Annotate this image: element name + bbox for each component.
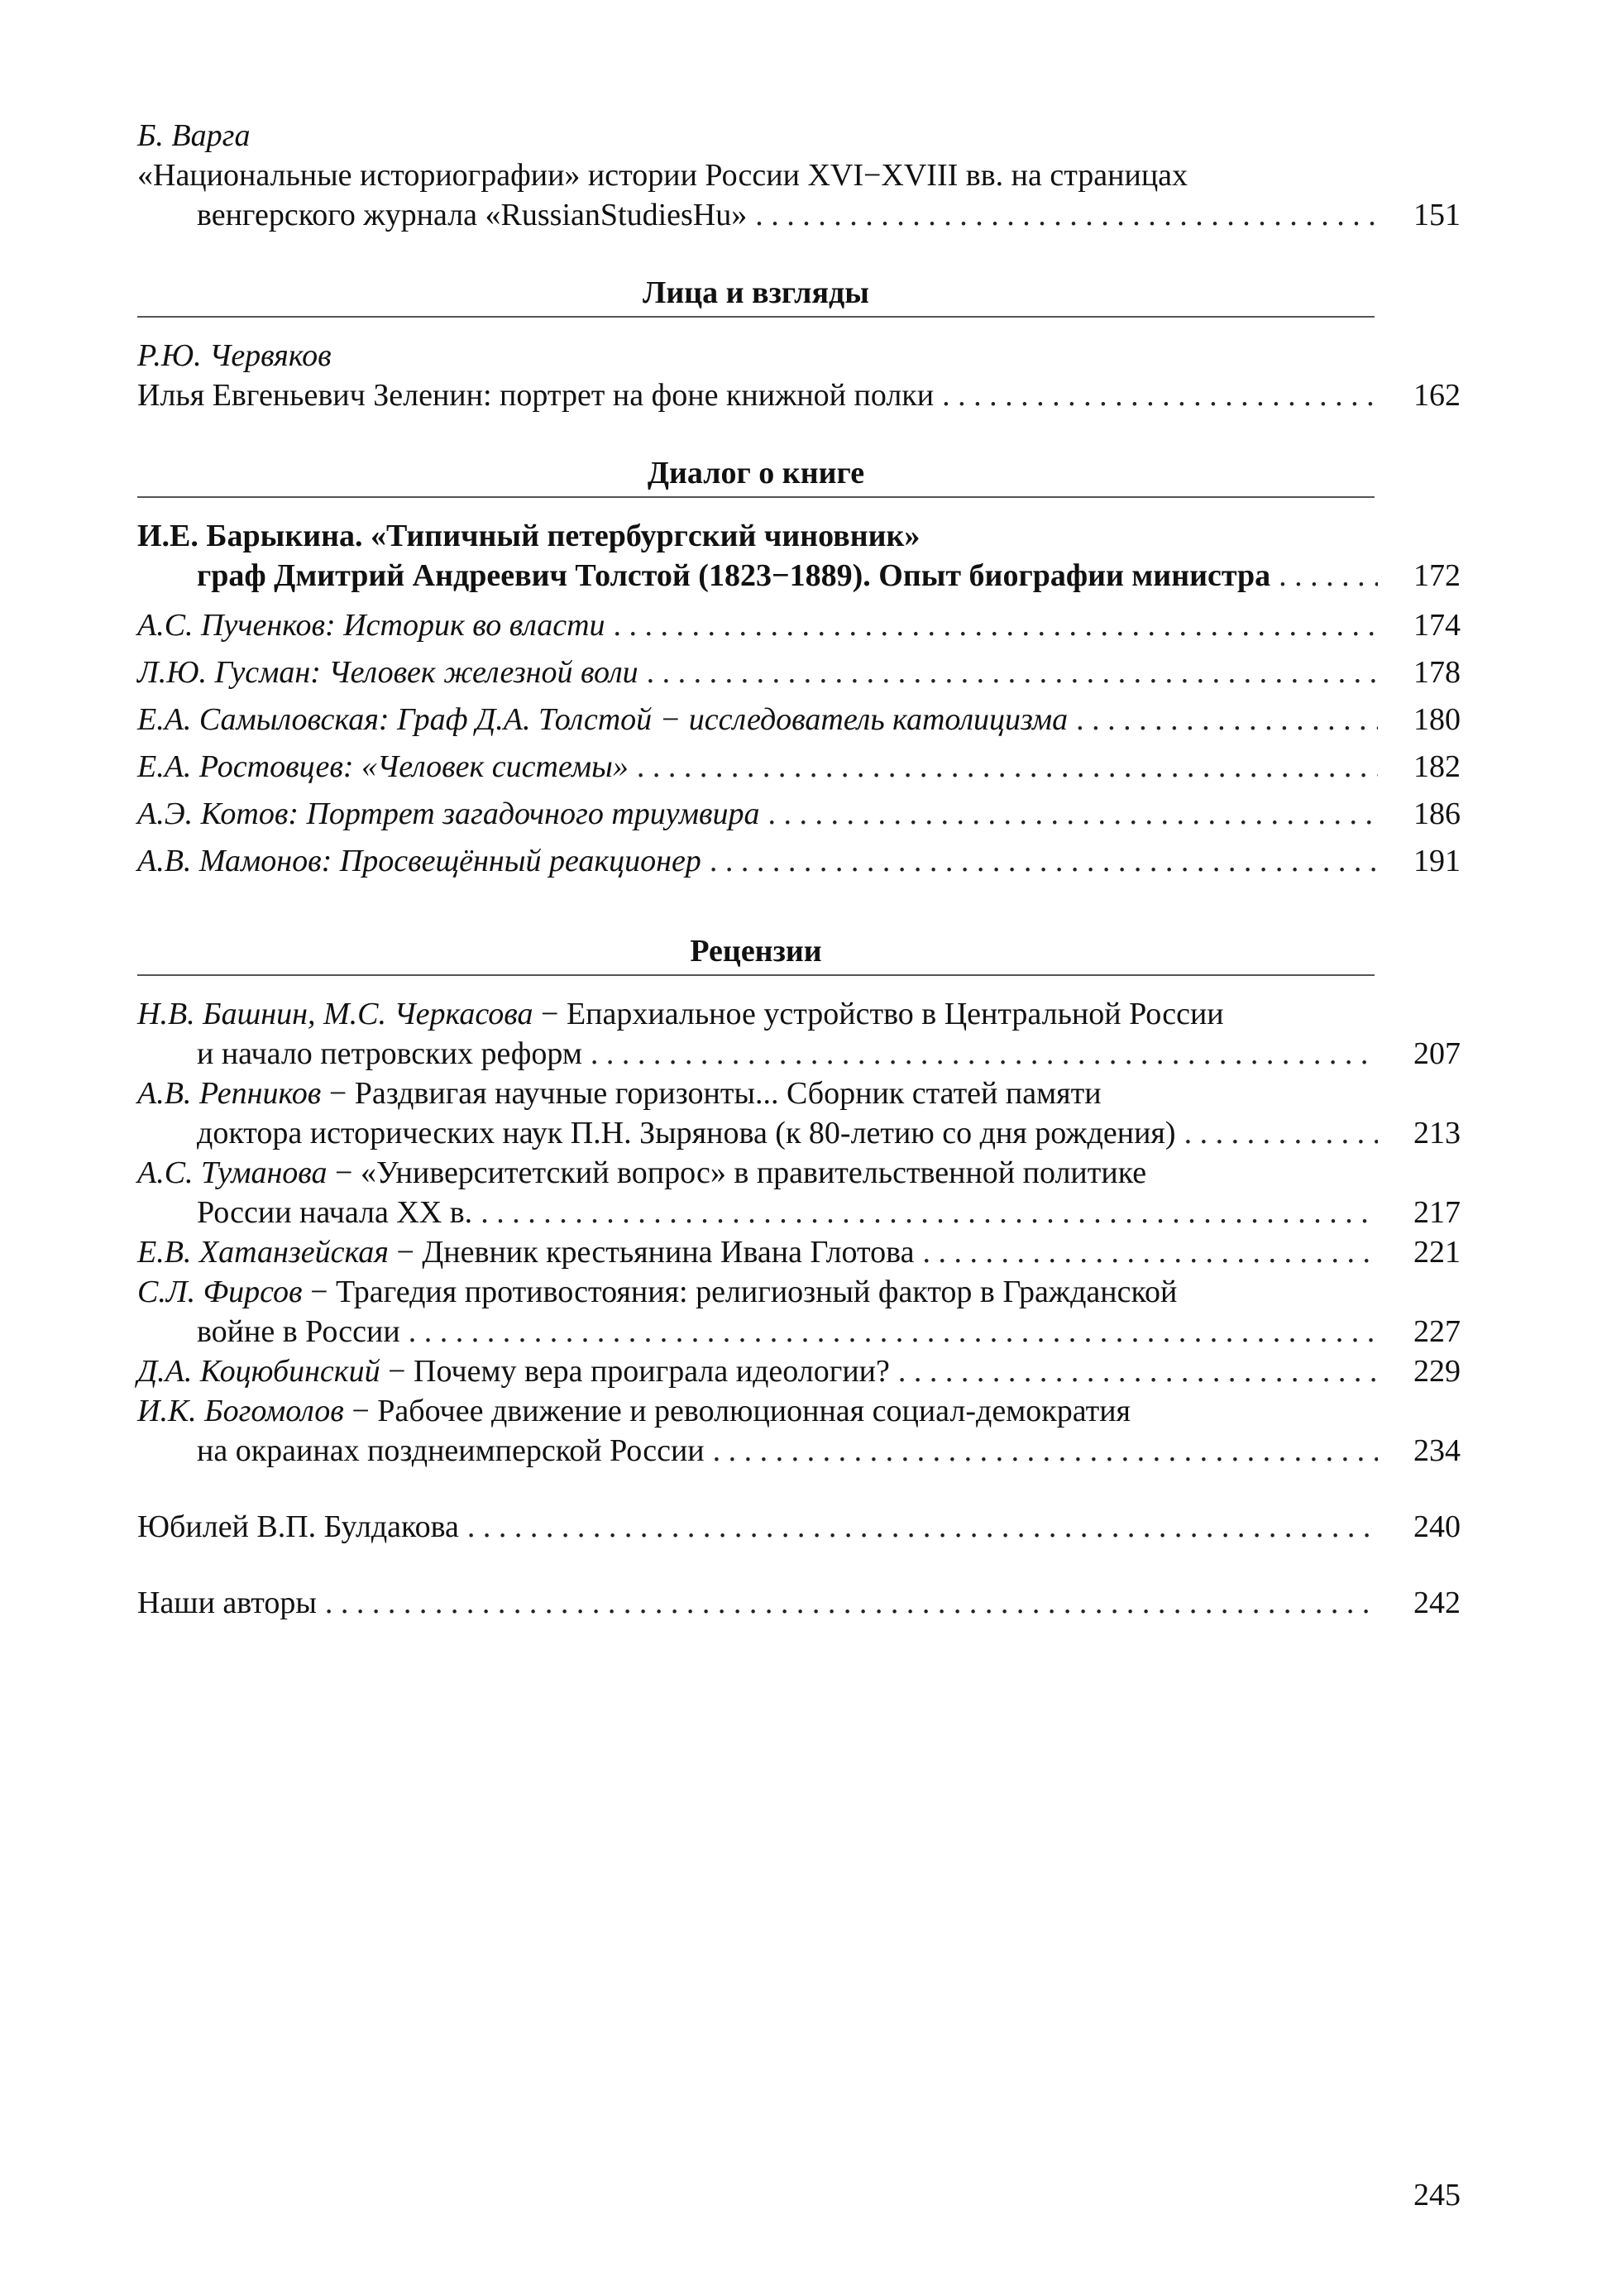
leader-dots: [591, 1034, 1378, 1074]
entry-page: 221: [1413, 1235, 1461, 1270]
entry-title-text: войне в России: [197, 1314, 400, 1349]
entry-title-line-2: [137, 195, 1461, 235]
review-author: Н.В. Башнин, М.С. Черкасова: [137, 997, 533, 1031]
leader-dots: [898, 1351, 1378, 1391]
entry-title-text: А.С. Пученков: Историк во власти: [137, 608, 605, 643]
entry-page: 182: [1413, 749, 1461, 784]
entry-title-line-1: [137, 516, 1461, 556]
reviews-list: [137, 994, 1461, 1471]
review-author: А.В. Репников: [137, 1076, 322, 1111]
entry-title-text: Е.А. Самыловская: Граф Д.А. Толстой − исследователь католицизма: [137, 702, 1069, 737]
review-heading: [137, 1074, 1102, 1113]
entry-page: 240: [1413, 1509, 1461, 1544]
list-item: [137, 602, 1461, 649]
entry-page: 227: [1413, 1314, 1461, 1349]
entry-page: 191: [1413, 844, 1461, 878]
leader-dots: [1279, 556, 1378, 596]
entry-title-text: России начала XX в.: [197, 1195, 473, 1230]
entry-author: Б. Варга: [137, 118, 251, 153]
list-item: [137, 744, 1461, 791]
entry-title-text: на окраинах позднеимперской России: [197, 1433, 705, 1468]
leader-dots: [922, 1232, 1378, 1272]
entry-title-text: венгерского журнала «RussianStudiesHu»: [197, 198, 748, 232]
entry-title-text: А.В. Мамонов: Просвещённый реакционер: [137, 844, 701, 878]
entry-title-line-2: [137, 1193, 1461, 1232]
section-heading-reviews: Рецензии: [137, 930, 1375, 976]
entry-page: 162: [1413, 378, 1461, 413]
review-item: [137, 994, 1461, 1074]
entry-title-line-1: [137, 1391, 1461, 1431]
entry-title-line-1: [137, 994, 1461, 1034]
entry-title-line-1: [137, 1507, 1461, 1547]
entry-title-text: Е.А. Ростовцев: «Человек системы»: [137, 749, 629, 784]
dialogue-item-list: [137, 602, 1461, 885]
review-heading: [137, 1153, 1146, 1193]
entry-title-text: Л.Ю. Гусман: Человек железной воли: [137, 655, 638, 690]
review-item: [137, 1391, 1461, 1471]
entry-title-line-1: [137, 1272, 1461, 1312]
entry-page: 172: [1413, 558, 1461, 593]
review-separator: −: [388, 1235, 423, 1270]
section-heading-faces: Лица и взгляды: [137, 271, 1375, 318]
leader-dots: [755, 195, 1378, 235]
entry-title-text: Илья Евгеньевич Зеленин: портрет на фоне книжной полки: [137, 378, 935, 413]
entry-title-line-2: [137, 1034, 1461, 1074]
review-separator: −: [327, 1155, 361, 1190]
review-separator: −: [343, 1394, 378, 1428]
leader-dots: [647, 649, 1378, 696]
list-item: [137, 696, 1461, 744]
page-number: 245: [1413, 2178, 1461, 2212]
entry-page: 213: [1413, 1116, 1461, 1150]
entry-page: 217: [1413, 1195, 1461, 1230]
leader-dots: [409, 1312, 1378, 1351]
entry-page: 178: [1413, 655, 1461, 690]
leader-dots: [710, 838, 1378, 885]
review-heading: [137, 1272, 1177, 1312]
leader-dots: [1076, 696, 1378, 744]
entry-title-text: «Национальные историографии» истории России XVI−XVIII вв. на страницах: [137, 158, 1188, 193]
entry-title-text: Епархиальное устройство в Центральной России: [566, 997, 1224, 1031]
review-author: И.К. Богомолов: [137, 1394, 344, 1428]
review-author: Д.А. Коцюбинский: [137, 1354, 380, 1389]
entry-title-line-2: [137, 1113, 1461, 1153]
entry-title-line-1: [137, 1232, 1461, 1272]
entry-page: 174: [1413, 608, 1461, 643]
entry-title-line-1: [137, 1153, 1461, 1193]
review-author: С.Л. Фирсов: [137, 1275, 303, 1309]
entry-page: 234: [1413, 1433, 1461, 1468]
entry-title-text: и начало петровских реформ: [197, 1036, 582, 1071]
entry-title-text: Раздвигая научные горизонты... Сборник статей памяти: [354, 1076, 1102, 1111]
toc-entry-jubilee: [137, 1507, 1461, 1547]
leader-dots: [637, 744, 1378, 791]
entry-title-text: И.Е. Барыкина. «Типичный петербургский чиновник»: [137, 519, 921, 553]
entry-title-text: А.Э. Котов: Портрет загадочного триумвира: [137, 796, 760, 831]
list-item: [137, 649, 1461, 696]
section-heading-book-dialogue: Диалог о книге: [137, 452, 1375, 498]
entry-title-line-1: [137, 1583, 1461, 1623]
review-separator: −: [533, 997, 567, 1031]
leader-dots: [942, 375, 1378, 415]
entry-title-line-2: [137, 1431, 1461, 1471]
leader-dots: [481, 1193, 1378, 1232]
leader-dots: [325, 1583, 1378, 1623]
review-author: Е.В. Хатанзейская: [137, 1235, 389, 1270]
entry-page: 207: [1413, 1036, 1461, 1071]
entry-title-text: «Университетский вопрос» в правительственной политике: [360, 1155, 1147, 1190]
list-item: [137, 838, 1461, 885]
toc-entry-chervyakov: [137, 336, 1461, 415]
review-separator: −: [380, 1354, 414, 1389]
entry-title-text: Наши авторы: [137, 1586, 317, 1620]
toc-entry-varga: [137, 116, 1461, 235]
entry-title-line-2: [137, 556, 1461, 596]
table-of-contents: [137, 116, 1461, 1623]
leader-dots: [467, 1507, 1378, 1547]
entry-title-text: Рабочее движение и революционная социал-демократия: [377, 1394, 1131, 1428]
review-item: [137, 1074, 1461, 1153]
entry-title-text: Трагедия противостояния: религиозный фактор в Гражданской: [336, 1275, 1178, 1309]
review-heading: [137, 1351, 890, 1391]
entry-title-text: граф Дмитрий Андреевич Толстой (1823−1889). Опыт биографии министра: [197, 558, 1271, 593]
leader-dots: [1184, 1113, 1378, 1153]
entry-title-line-1: [137, 1351, 1461, 1391]
entry-title-text: Дневник крестьянина Ивана Глотова: [422, 1235, 915, 1270]
entry-title-text: доктора исторических наук П.Н. Зырянова (к 80-летию со дня рождения): [197, 1116, 1176, 1150]
entry-page: 180: [1413, 702, 1461, 737]
review-separator: −: [321, 1076, 355, 1111]
entry-page: 186: [1413, 796, 1461, 831]
entry-title-line-1: [137, 1074, 1461, 1113]
leader-dots: [768, 791, 1378, 838]
leader-dots: [614, 602, 1378, 649]
toc-entry-barykina: [137, 516, 1461, 596]
entry-title-text: Юбилей В.П. Булдакова: [137, 1509, 459, 1544]
review-heading: [137, 1232, 914, 1272]
entry-title-line-1: [137, 375, 1461, 415]
entry-page: 229: [1413, 1354, 1461, 1389]
entry-title-text: Почему вера проиграла идеологии?: [414, 1354, 890, 1389]
review-author: А.С. Туманова: [137, 1155, 328, 1190]
toc-entry-authors: [137, 1583, 1461, 1623]
leader-dots: [713, 1431, 1378, 1471]
entry-author: Р.Ю. Червяков: [137, 338, 332, 373]
review-heading: [137, 1391, 1131, 1431]
review-item: [137, 1272, 1461, 1351]
review-item: [137, 1351, 1461, 1391]
entry-title-line-1: [137, 155, 1461, 195]
entry-page: 151: [1413, 198, 1461, 232]
entry-page: 242: [1413, 1586, 1461, 1620]
review-item: [137, 1232, 1461, 1272]
review-heading: [137, 994, 1224, 1034]
review-separator: −: [302, 1275, 336, 1309]
entry-title-line-2: [137, 1312, 1461, 1351]
review-item: [137, 1153, 1461, 1232]
list-item: [137, 791, 1461, 838]
